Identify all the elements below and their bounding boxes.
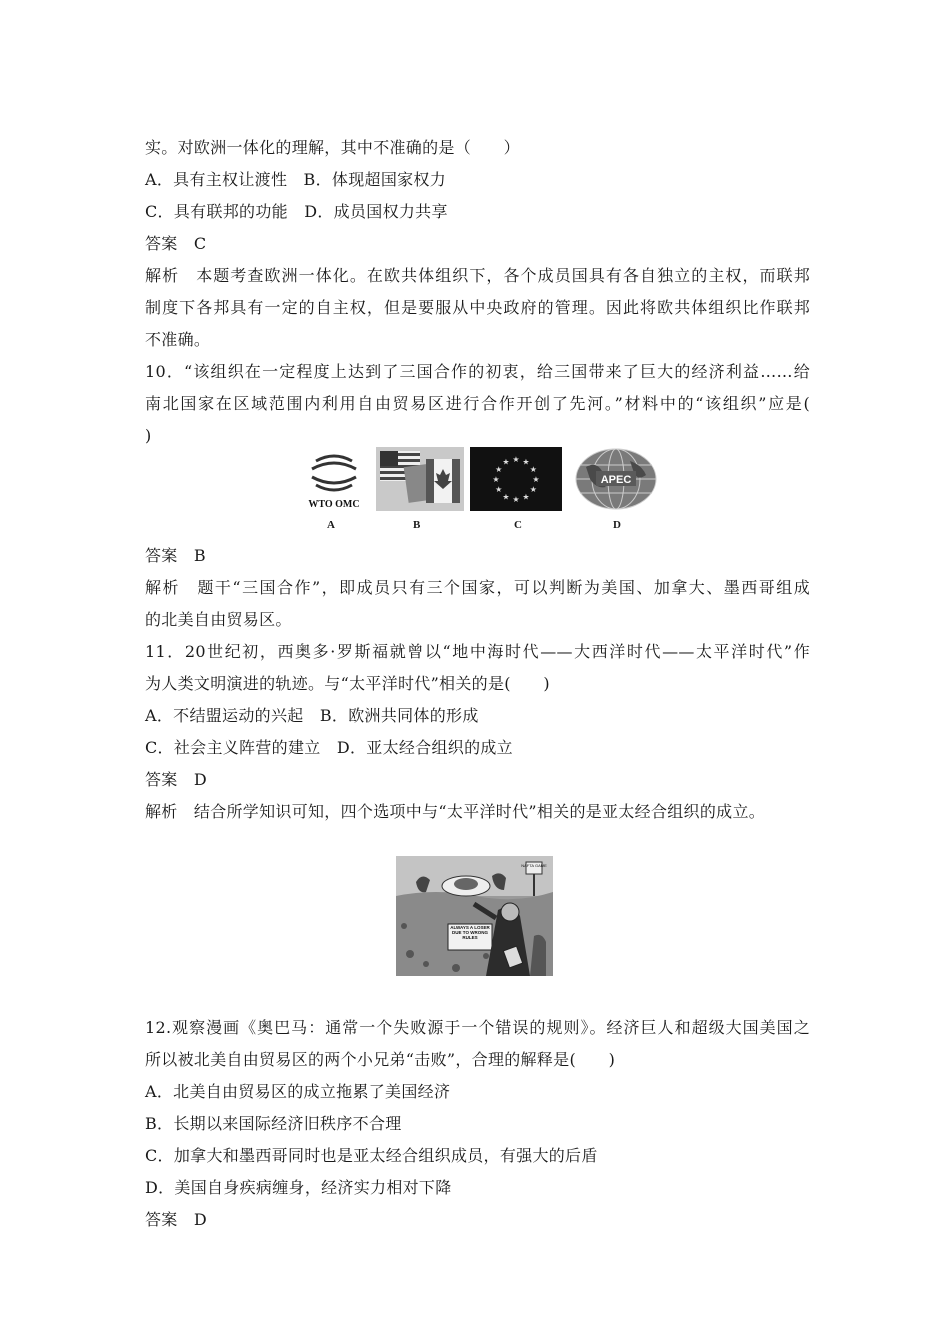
eu-flag-icon — [470, 447, 562, 511]
eu-star-icon: ★ — [495, 465, 503, 474]
q12-option-c: C．加拿大和墨西哥同时也是亚太经合组织成员，有强大的后盾 — [145, 1146, 598, 1165]
wto-logo-text: WTO OMC — [308, 499, 360, 510]
option-d-caption: D — [613, 519, 621, 531]
eu-star-icon: ★ — [495, 485, 503, 494]
eu-star-icon: ★ — [502, 492, 510, 502]
q9-option-ab: A．具有主权让渡性 B．体现超国家权力 — [145, 170, 447, 189]
eu-star-icon: ★ — [529, 485, 537, 494]
eu-star-icon: ★ — [492, 475, 500, 484]
q9-analysis-line: 不准确。 — [145, 330, 211, 349]
q12-option-a: A．北美自由贸易区的成立拖累了美国经济 — [145, 1082, 451, 1101]
q11-option-cd: C．社会主义阵营的建立 D．亚太经合组织的成立 — [145, 738, 513, 757]
q11-answer: 答案 D — [145, 770, 208, 789]
q10-stem-line: 南北国家在区域范围内利用自由贸易区进行合作开创了先河。”材料中的“该组织”应是( — [145, 394, 810, 413]
q10-answer: 答案 B — [145, 546, 206, 565]
q9-analysis-line: 制度下各邦具有一定的自主权，但是要服从中央政府的管理。因此将欧共体组织比作联邦 — [145, 298, 810, 317]
q11-stem-line: 为人类文明演进的轨迹。与“太平洋时代”相关的是( ) — [145, 674, 550, 693]
us-mexico-canada-flags-icon — [376, 447, 464, 511]
q12-stem-line: 所以被北美自由贸易区的两个小兄弟“击败”，合理的解释是( ) — [145, 1050, 616, 1069]
eu-star-icon: ★ — [522, 457, 530, 467]
q12-answer: 答案 D — [145, 1210, 208, 1229]
q11-stem-line: 11．20世纪初，西奥多·罗斯福就曾以“地中海时代——大西洋时代——太平洋时代”作 — [145, 642, 810, 661]
q12-stem-line: 12.观察漫画《奥巴马：通常一个失败源于一个错误的规则》。经济巨人和超级大国美国之 — [145, 1018, 810, 1037]
wto-logo-icon — [290, 447, 378, 511]
q10-analysis-line: 解析 题干“三国合作”，即成员只有三个国家，可以判断为美国、加拿大、墨西哥组成 — [145, 578, 810, 597]
q10-analysis-line: 的北美自由贸易区。 — [145, 610, 292, 629]
option-b-caption: B — [413, 519, 421, 531]
eu-star-icon: ★ — [512, 455, 520, 464]
q12-option-d: D．美国自身疾病缠身，经济实力相对下降 — [145, 1178, 452, 1197]
apec-globe-icon — [572, 447, 660, 511]
q10-stem-line: ) — [145, 426, 152, 445]
eu-star-icon: ★ — [512, 495, 520, 504]
q9-stem: 实。对欧洲一体化的理解，其中不准确的是（ ） — [145, 138, 520, 157]
q11-analysis: 解析 结合所学知识可知，四个选项中与“太平洋时代”相关的是亚太经合组织的成立。 — [145, 802, 766, 821]
eu-star-icon: ★ — [529, 465, 537, 474]
q10-image-options — [290, 447, 670, 537]
eu-star-icon: ★ — [532, 475, 540, 484]
obama-cartoon-icon — [396, 856, 553, 976]
q9-option-cd: C．具有联邦的功能 D．成员国权力共享 — [145, 202, 448, 221]
eu-star-icon: ★ — [502, 457, 510, 467]
option-c-caption: C — [514, 519, 522, 531]
option-a-caption: A — [327, 519, 335, 531]
q10-stem-line: 10．“该组织在一定程度上达到了三国合作的初衷，给三国带来了巨大的经济利益……给 — [145, 362, 810, 381]
apec-logo-text: APEC — [600, 474, 632, 486]
nafta-flag-text: NAFTA GAME — [521, 863, 547, 868]
q12-option-b: B．长期以来国际经济旧秩序不合理 — [145, 1114, 402, 1133]
cartoon-sign-text: ALWAYS A LOSER DUE TO WRONG RULES — [450, 925, 490, 940]
q11-option-ab: A．不结盟运动的兴起 B．欧洲共同体的形成 — [145, 706, 479, 725]
q9-answer: 答案 C — [145, 234, 207, 253]
q9-analysis-line: 解析 本题考查欧洲一体化。在欧共体组织下，各个成员国具有各自独立的主权，而联邦 — [145, 266, 810, 285]
eu-star-icon: ★ — [522, 492, 530, 502]
